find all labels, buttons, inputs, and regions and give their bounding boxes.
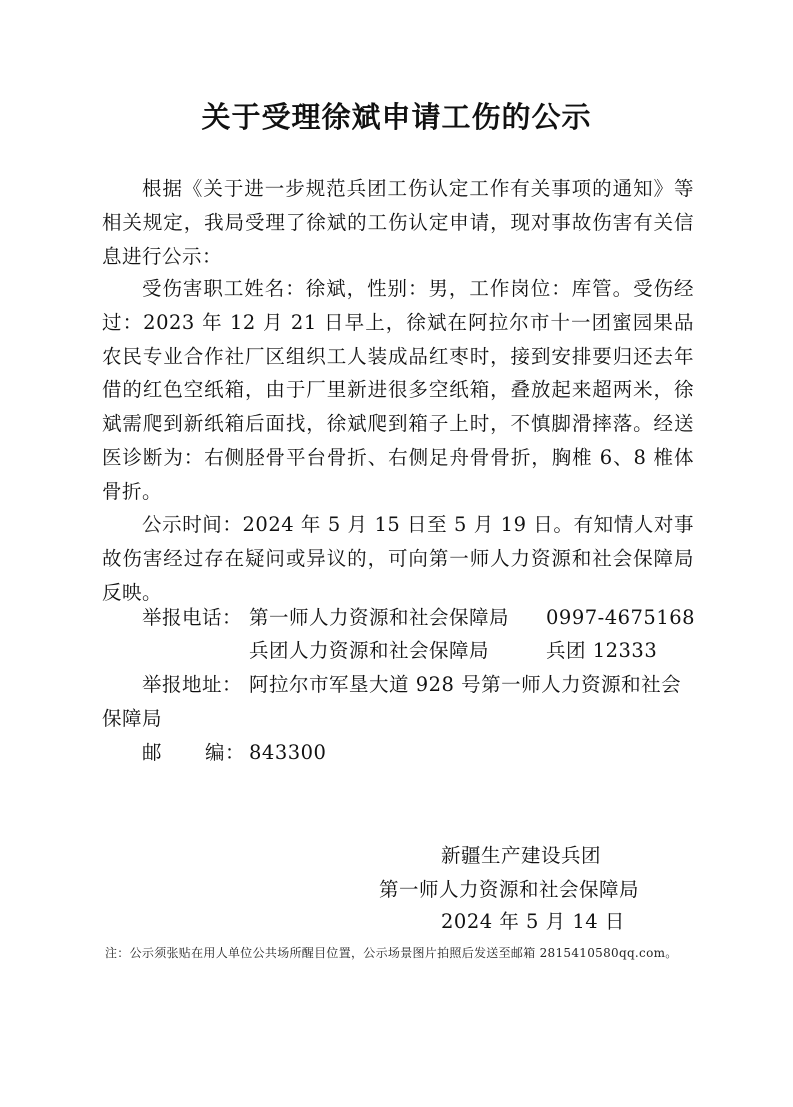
document-title: 关于受理徐斌申请工伤的公示: [201, 100, 592, 134]
injury-details-paragraph: 受伤害职工姓名：徐斌，性别：男，工作岗位：库管。受伤经过：2023 年 12 月 21 日早上，徐斌在阿拉尔市十一团蜜园果品农民专业合作社厂区组织工人装成品红枣时，接到安排要归还去年借的红色空纸箱，由于厂里新进很多空纸箱，叠放起来超两米，徐斌需爬到新纸箱后面找，徐斌爬到箱子上时，不慎脚滑摔落。经送医诊断为：右侧胫骨平台骨折、右侧足舟骨骨折，胸椎 6、8 椎体骨折。: [102, 277, 694, 503]
intro-paragraph: 根据《关于进一步规范兵团工伤认定工作有关事项的通知》等相关规定，我局受理了徐斌的工伤认定申请，现对事故伤害有关信息进行公示：: [102, 177, 694, 268]
signature-org-2: 第一师人力资源和社会保障局: [379, 878, 640, 901]
signature-date: 2024 年 5 月 14 日: [441, 910, 625, 933]
report-address-line2: 保障局: [102, 707, 163, 730]
phone-1-number: 0997-4675168: [546, 606, 696, 629]
postcode-value: 843300: [249, 741, 327, 764]
phone-1-org: 第一师人力资源和社会保障局: [249, 606, 510, 629]
phone-2-org: 兵团人力资源和社会保障局: [249, 639, 490, 662]
signature-org-1: 新疆生产建设兵团: [441, 844, 602, 867]
publicity-period-paragraph: 公示时间：2024 年 5 月 15 日至 5 月 19 日。有知情人对事故伤害经过存在疑问或异议的，可向第一师人力资源和社会保障局反映。: [102, 513, 694, 604]
report-address-label: 举报地址：: [142, 673, 243, 696]
footnote: 注：公示须张贴在用人单位公共场所醒目位置，公示场景图片拍照后发送至邮箱 2815410580qq.com。: [105, 946, 678, 960]
report-phone-label: 举报电话：: [142, 606, 243, 629]
postcode-label-part2: 编：: [205, 741, 246, 764]
postcode-label-part1: 邮: [142, 741, 163, 764]
phone-2-number: 兵团 12333: [546, 639, 658, 662]
report-address-line1: 阿拉尔市军垦大道 928 号第一师人力资源和社会: [249, 673, 682, 696]
